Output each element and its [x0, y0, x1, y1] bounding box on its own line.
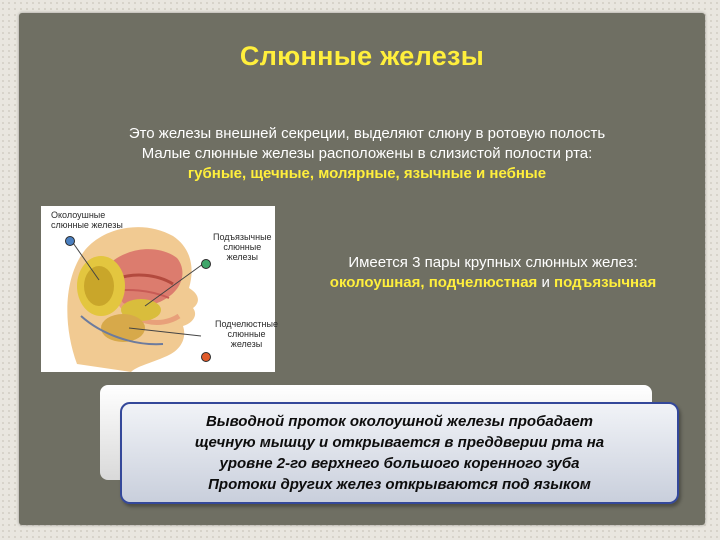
intro-line-1: Это железы внешней секреции, выделяют слюну в ротовую полость [128, 125, 606, 142]
intro-text [49, 124, 685, 184]
intro-line-2: Малые слюнные железы расположены в слизистой полости рта: [141, 145, 593, 162]
anatomy-figure [41, 206, 278, 372]
slide-title: Слюнные железы [239, 41, 485, 71]
pairs-line-2: околоушная, подчелюстная и подъязычная [329, 274, 657, 291]
conjunction: и [541, 274, 550, 291]
submandibular-marker-icon [201, 352, 211, 362]
callout-line-4: Протоки других желез открываются под языком [208, 476, 591, 493]
gland-sublingual: подъязычная [554, 274, 657, 291]
callout-line-1: Выводной проток околоушной железы пробадает [205, 413, 594, 430]
label-parotid: Околоушные слюнные железы [51, 210, 123, 230]
gland-submandibular: подчелюстная [428, 274, 538, 291]
callout-line-2: щечную мышцу и открывается в преддверии рта на [194, 434, 605, 451]
callout-line-3: уровне 2-го верхнего большого коренного зуба [219, 455, 580, 472]
intro-line-3: губные, щечные, молярные, язычные и небные [187, 165, 547, 182]
label-sublingual: Подъязычные слюнные железы [213, 232, 272, 262]
callout-box [120, 402, 679, 504]
callout-text [130, 411, 670, 495]
major-glands-text [291, 253, 695, 293]
sublingual-marker-icon [201, 259, 211, 269]
parotid-marker-icon [65, 236, 75, 246]
pairs-line-1: Имеется 3 пары крупных слюнных желез: [348, 254, 638, 271]
gland-parotid: околоушная [329, 274, 421, 291]
slide [19, 13, 705, 525]
label-submandibular: Подчелюстные слюнные железы [215, 319, 278, 349]
